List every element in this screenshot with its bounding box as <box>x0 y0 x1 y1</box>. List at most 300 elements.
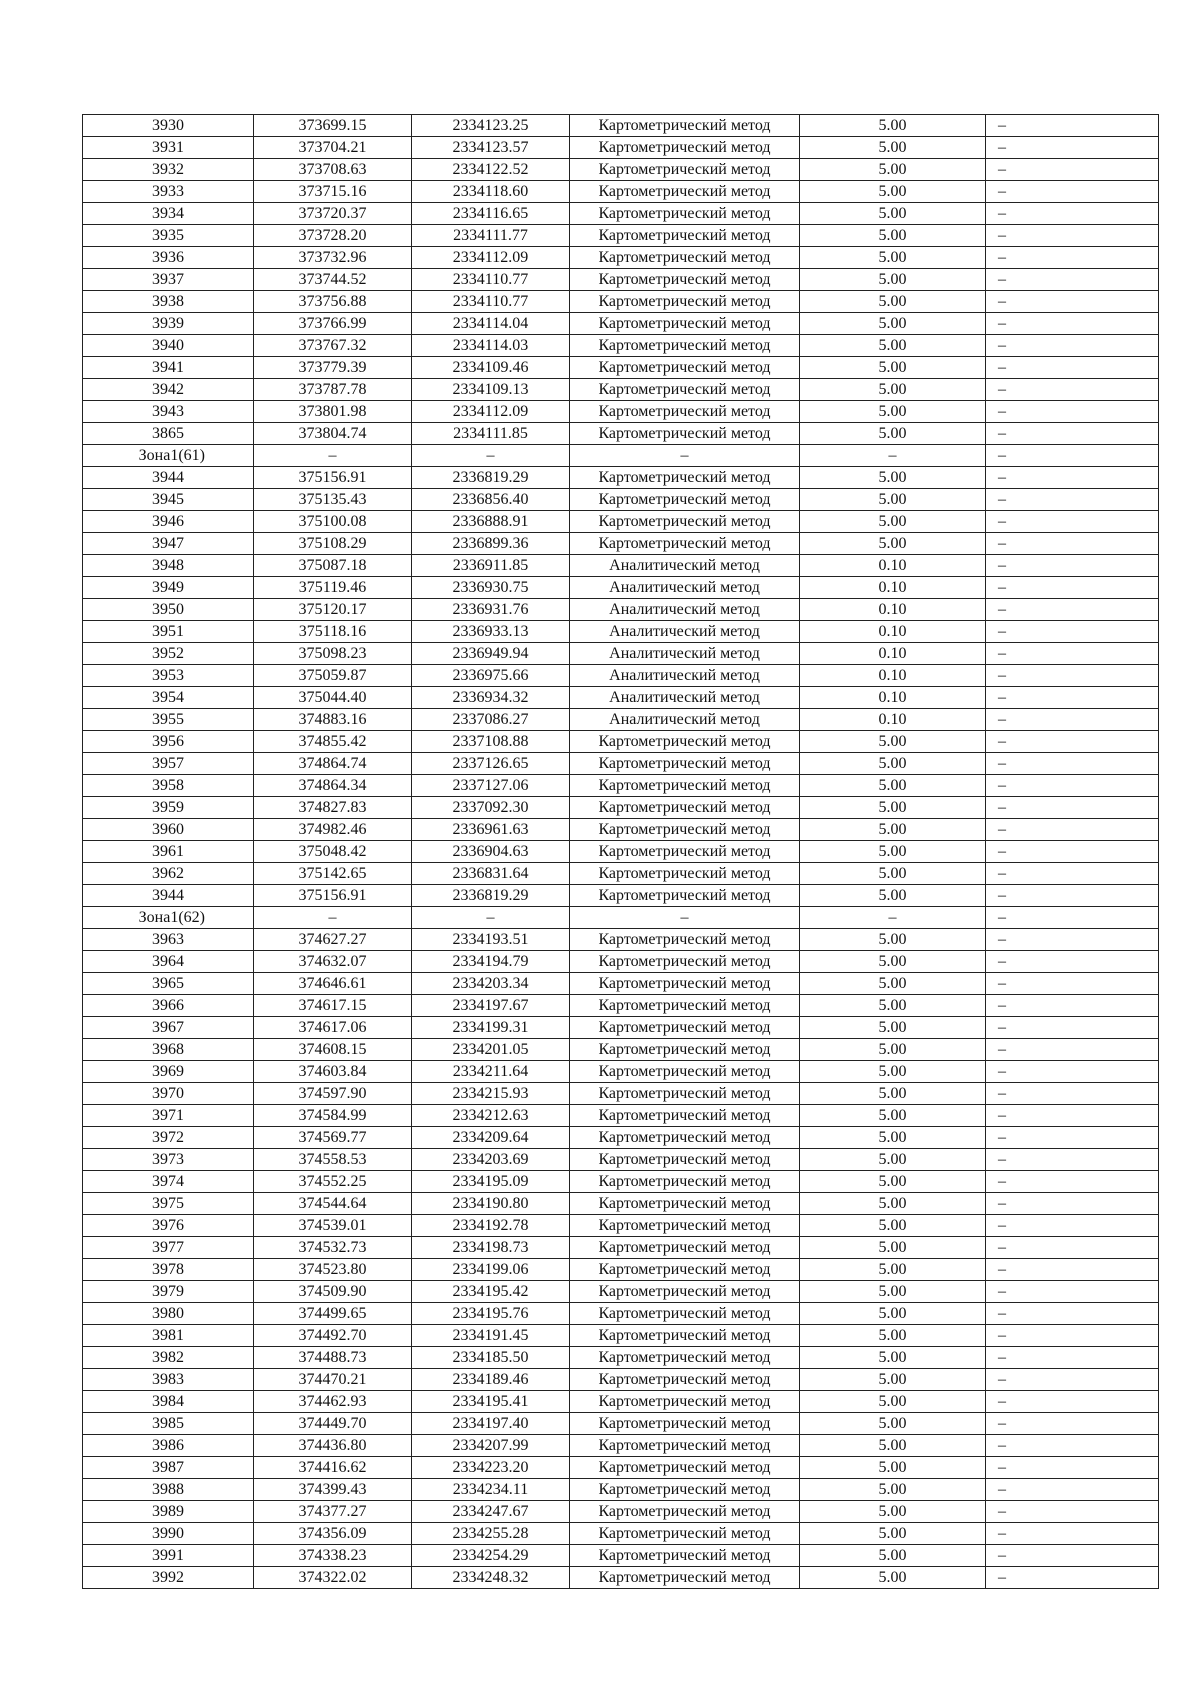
accuracy-cell: 5.00 <box>800 1413 986 1435</box>
method-cell: Картометрический метод <box>570 1347 800 1369</box>
y-coordinate-cell: 2334203.34 <box>412 973 570 995</box>
accuracy-cell: 5.00 <box>800 1149 986 1171</box>
y-coordinate-cell: 2334212.63 <box>412 1105 570 1127</box>
table-row <box>83 401 1159 423</box>
description-cell: – <box>986 137 1159 159</box>
x-coordinate-cell: 373766.99 <box>254 313 412 335</box>
method-cell: Картометрический метод <box>570 1061 800 1083</box>
description-cell: – <box>986 1325 1159 1347</box>
x-coordinate-cell: 375098.23 <box>254 643 412 665</box>
x-coordinate-cell: 375142.65 <box>254 863 412 885</box>
y-coordinate-cell: 2334207.99 <box>412 1435 570 1457</box>
table-row <box>83 753 1159 775</box>
accuracy-cell: 5.00 <box>800 951 986 973</box>
x-coordinate-cell: 374523.80 <box>254 1259 412 1281</box>
x-coordinate-cell: 374499.65 <box>254 1303 412 1325</box>
y-coordinate-cell: 2334211.64 <box>412 1061 570 1083</box>
accuracy-cell: 5.00 <box>800 225 986 247</box>
accuracy-cell: 5.00 <box>800 1325 986 1347</box>
accuracy-cell: 5.00 <box>800 775 986 797</box>
method-cell: Картометрический метод <box>570 203 800 225</box>
accuracy-cell: – <box>800 907 986 929</box>
x-coordinate-cell: 374552.25 <box>254 1171 412 1193</box>
point-number-cell: 3981 <box>83 1325 254 1347</box>
x-coordinate-cell: 373801.98 <box>254 401 412 423</box>
accuracy-cell: 5.00 <box>800 1127 986 1149</box>
description-cell: – <box>986 907 1159 929</box>
point-number-cell: 3944 <box>83 885 254 907</box>
y-coordinate-cell: 2336856.40 <box>412 489 570 511</box>
description-cell: – <box>986 1369 1159 1391</box>
accuracy-cell: 5.00 <box>800 1215 986 1237</box>
method-cell: Аналитический метод <box>570 665 800 687</box>
table-row <box>83 797 1159 819</box>
point-number-cell: 3987 <box>83 1457 254 1479</box>
y-coordinate-cell: 2336911.85 <box>412 555 570 577</box>
accuracy-cell: 5.00 <box>800 1303 986 1325</box>
table-row <box>83 709 1159 731</box>
table-row <box>83 885 1159 907</box>
x-coordinate-cell: 374492.70 <box>254 1325 412 1347</box>
y-coordinate-cell: 2334201.05 <box>412 1039 570 1061</box>
point-number-cell: 3977 <box>83 1237 254 1259</box>
table-row <box>83 1523 1159 1545</box>
method-cell: Картометрический метод <box>570 1325 800 1347</box>
coordinates-table-body <box>83 115 1159 1589</box>
x-coordinate-cell: 374827.83 <box>254 797 412 819</box>
table-row <box>83 841 1159 863</box>
y-coordinate-cell: 2334110.77 <box>412 269 570 291</box>
table-row <box>83 1347 1159 1369</box>
x-coordinate-cell: 375118.16 <box>254 621 412 643</box>
method-cell: Картометрический метод <box>570 1457 800 1479</box>
table-row <box>83 1567 1159 1589</box>
accuracy-cell: – <box>800 445 986 467</box>
accuracy-cell: 5.00 <box>800 1237 986 1259</box>
method-cell: Картометрический метод <box>570 269 800 291</box>
x-coordinate-cell: 374617.06 <box>254 1017 412 1039</box>
point-number-cell: 3966 <box>83 995 254 1017</box>
point-number-cell: 3949 <box>83 577 254 599</box>
y-coordinate-cell: 2334197.40 <box>412 1413 570 1435</box>
table-row <box>83 1281 1159 1303</box>
x-coordinate-cell: – <box>254 907 412 929</box>
description-cell: – <box>986 445 1159 467</box>
point-number-cell: 3931 <box>83 137 254 159</box>
table-row <box>83 291 1159 313</box>
table-row <box>83 335 1159 357</box>
table-row <box>83 1127 1159 1149</box>
point-number-cell: 3986 <box>83 1435 254 1457</box>
point-number-cell: 3990 <box>83 1523 254 1545</box>
accuracy-cell: 5.00 <box>800 357 986 379</box>
table-row <box>83 511 1159 533</box>
table-row <box>83 775 1159 797</box>
x-coordinate-cell: 374982.46 <box>254 819 412 841</box>
y-coordinate-cell: 2334199.06 <box>412 1259 570 1281</box>
description-cell: – <box>986 1193 1159 1215</box>
accuracy-cell: 5.00 <box>800 423 986 445</box>
x-coordinate-cell: 374864.34 <box>254 775 412 797</box>
table-row <box>83 313 1159 335</box>
method-cell: Картометрический метод <box>570 357 800 379</box>
description-cell: – <box>986 1259 1159 1281</box>
point-number-cell: 3978 <box>83 1259 254 1281</box>
y-coordinate-cell: 2334198.73 <box>412 1237 570 1259</box>
accuracy-cell: 5.00 <box>800 1039 986 1061</box>
method-cell: Картометрический метод <box>570 489 800 511</box>
description-cell: – <box>986 1061 1159 1083</box>
method-cell: Картометрический метод <box>570 1523 800 1545</box>
point-number-cell: 3982 <box>83 1347 254 1369</box>
table-row <box>83 687 1159 709</box>
accuracy-cell: 5.00 <box>800 1457 986 1479</box>
method-cell: Картометрический метод <box>570 995 800 1017</box>
point-number-cell: 3970 <box>83 1083 254 1105</box>
description-cell: – <box>986 181 1159 203</box>
method-cell: Картометрический метод <box>570 181 800 203</box>
table-row <box>83 1237 1159 1259</box>
method-cell: Аналитический метод <box>570 621 800 643</box>
method-cell: Картометрический метод <box>570 1127 800 1149</box>
point-number-cell: Зона1(61) <box>83 445 254 467</box>
table-row <box>83 137 1159 159</box>
accuracy-cell: 5.00 <box>800 489 986 511</box>
method-cell: Картометрический метод <box>570 1413 800 1435</box>
point-number-cell: 3968 <box>83 1039 254 1061</box>
description-cell: – <box>986 995 1159 1017</box>
x-coordinate-cell: 374532.73 <box>254 1237 412 1259</box>
method-cell: Картометрический метод <box>570 731 800 753</box>
point-number-cell: 3954 <box>83 687 254 709</box>
accuracy-cell: 0.10 <box>800 555 986 577</box>
method-cell: Картометрический метод <box>570 1039 800 1061</box>
x-coordinate-cell: 373704.21 <box>254 137 412 159</box>
accuracy-cell: 0.10 <box>800 577 986 599</box>
accuracy-cell: 5.00 <box>800 115 986 137</box>
y-coordinate-cell: 2336949.94 <box>412 643 570 665</box>
y-coordinate-cell: 2334189.46 <box>412 1369 570 1391</box>
x-coordinate-cell: 373728.20 <box>254 225 412 247</box>
y-coordinate-cell: 2336831.64 <box>412 863 570 885</box>
method-cell: Картометрический метод <box>570 1391 800 1413</box>
description-cell: – <box>986 731 1159 753</box>
method-cell: Картометрический метод <box>570 753 800 775</box>
x-coordinate-cell: 373720.37 <box>254 203 412 225</box>
point-number-cell: 3969 <box>83 1061 254 1083</box>
description-cell: – <box>986 775 1159 797</box>
description-cell: – <box>986 1303 1159 1325</box>
x-coordinate-cell: 375100.08 <box>254 511 412 533</box>
point-number-cell: 3961 <box>83 841 254 863</box>
accuracy-cell: 5.00 <box>800 753 986 775</box>
description-cell: – <box>986 665 1159 687</box>
description-cell: – <box>986 555 1159 577</box>
method-cell: Картометрический метод <box>570 1237 800 1259</box>
table-row <box>83 577 1159 599</box>
y-coordinate-cell: 2334123.57 <box>412 137 570 159</box>
x-coordinate-cell: 375059.87 <box>254 665 412 687</box>
method-cell: Картометрический метод <box>570 247 800 269</box>
method-cell: Картометрический метод <box>570 159 800 181</box>
point-number-cell: 3945 <box>83 489 254 511</box>
y-coordinate-cell: 2334111.77 <box>412 225 570 247</box>
accuracy-cell: 5.00 <box>800 269 986 291</box>
y-coordinate-cell: 2334185.50 <box>412 1347 570 1369</box>
description-cell: – <box>986 621 1159 643</box>
description-cell: – <box>986 313 1159 335</box>
description-cell: – <box>986 819 1159 841</box>
point-number-cell: 3935 <box>83 225 254 247</box>
x-coordinate-cell: 373767.32 <box>254 335 412 357</box>
accuracy-cell: 0.10 <box>800 599 986 621</box>
method-cell: Картометрический метод <box>570 775 800 797</box>
table-row <box>83 115 1159 137</box>
accuracy-cell: 5.00 <box>800 731 986 753</box>
accuracy-cell: 5.00 <box>800 533 986 555</box>
point-number-cell: 3960 <box>83 819 254 841</box>
description-cell: – <box>986 159 1159 181</box>
description-cell: – <box>986 467 1159 489</box>
x-coordinate-cell: 375135.43 <box>254 489 412 511</box>
point-number-cell: 3974 <box>83 1171 254 1193</box>
y-coordinate-cell: 2334195.09 <box>412 1171 570 1193</box>
accuracy-cell: 5.00 <box>800 973 986 995</box>
point-number-cell: 3932 <box>83 159 254 181</box>
description-cell: – <box>986 379 1159 401</box>
y-coordinate-cell: 2334194.79 <box>412 951 570 973</box>
accuracy-cell: 5.00 <box>800 1083 986 1105</box>
y-coordinate-cell: 2336899.36 <box>412 533 570 555</box>
point-number-cell: 3948 <box>83 555 254 577</box>
description-cell: – <box>986 753 1159 775</box>
description-cell: – <box>986 643 1159 665</box>
description-cell: – <box>986 863 1159 885</box>
y-coordinate-cell: 2337127.06 <box>412 775 570 797</box>
description-cell: – <box>986 511 1159 533</box>
description-cell: – <box>986 1567 1159 1589</box>
method-cell: Картометрический метод <box>570 1501 800 1523</box>
method-cell: Картометрический метод <box>570 335 800 357</box>
y-coordinate-cell: – <box>412 445 570 467</box>
table-row <box>83 467 1159 489</box>
accuracy-cell: 5.00 <box>800 247 986 269</box>
description-cell: – <box>986 577 1159 599</box>
table-row <box>83 1039 1159 1061</box>
accuracy-cell: 5.00 <box>800 1501 986 1523</box>
table-row <box>83 643 1159 665</box>
y-coordinate-cell: 2334215.93 <box>412 1083 570 1105</box>
y-coordinate-cell: 2336819.29 <box>412 467 570 489</box>
method-cell: Картометрический метод <box>570 1105 800 1127</box>
x-coordinate-cell: 374883.16 <box>254 709 412 731</box>
accuracy-cell: 5.00 <box>800 181 986 203</box>
point-number-cell: 3989 <box>83 1501 254 1523</box>
method-cell: Аналитический метод <box>570 709 800 731</box>
x-coordinate-cell: 374569.77 <box>254 1127 412 1149</box>
x-coordinate-cell: 374377.27 <box>254 1501 412 1523</box>
x-coordinate-cell: 373699.15 <box>254 115 412 137</box>
description-cell: – <box>986 1083 1159 1105</box>
accuracy-cell: 5.00 <box>800 841 986 863</box>
table-row <box>83 423 1159 445</box>
method-cell: Картометрический метод <box>570 1017 800 1039</box>
point-number-cell: 3988 <box>83 1479 254 1501</box>
accuracy-cell: 5.00 <box>800 1479 986 1501</box>
table-row <box>83 269 1159 291</box>
y-coordinate-cell: 2334109.46 <box>412 357 570 379</box>
y-coordinate-cell: 2334195.42 <box>412 1281 570 1303</box>
y-coordinate-cell: 2336888.91 <box>412 511 570 533</box>
point-number-cell: 3979 <box>83 1281 254 1303</box>
method-cell: Картометрический метод <box>570 1303 800 1325</box>
x-coordinate-cell: 374338.23 <box>254 1545 412 1567</box>
table-row <box>83 863 1159 885</box>
description-cell: – <box>986 115 1159 137</box>
point-number-cell: 3957 <box>83 753 254 775</box>
table-row <box>83 1325 1159 1347</box>
x-coordinate-cell: 373787.78 <box>254 379 412 401</box>
description-cell: – <box>986 1215 1159 1237</box>
zone-header-row <box>83 445 1159 467</box>
table-row <box>83 247 1159 269</box>
description-cell: – <box>986 1545 1159 1567</box>
point-number-cell: 3958 <box>83 775 254 797</box>
description-cell: – <box>986 1039 1159 1061</box>
method-cell: Аналитический метод <box>570 599 800 621</box>
x-coordinate-cell: 374539.01 <box>254 1215 412 1237</box>
point-number-cell: 3952 <box>83 643 254 665</box>
y-coordinate-cell: 2334116.65 <box>412 203 570 225</box>
method-cell: Картометрический метод <box>570 1567 800 1589</box>
x-coordinate-cell: 373744.52 <box>254 269 412 291</box>
table-row <box>83 1017 1159 1039</box>
y-coordinate-cell: 2334110.77 <box>412 291 570 313</box>
x-coordinate-cell: 374509.90 <box>254 1281 412 1303</box>
method-cell: Картометрический метод <box>570 819 800 841</box>
x-coordinate-cell: 375119.46 <box>254 577 412 599</box>
accuracy-cell: 0.10 <box>800 709 986 731</box>
y-coordinate-cell: 2334114.03 <box>412 335 570 357</box>
y-coordinate-cell: 2334234.11 <box>412 1479 570 1501</box>
y-coordinate-cell: 2334203.69 <box>412 1149 570 1171</box>
accuracy-cell: 5.00 <box>800 1171 986 1193</box>
description-cell: – <box>986 1105 1159 1127</box>
accuracy-cell: 5.00 <box>800 1523 986 1545</box>
point-number-cell: 3941 <box>83 357 254 379</box>
y-coordinate-cell: 2334190.80 <box>412 1193 570 1215</box>
table-row <box>83 951 1159 973</box>
point-number-cell: 3934 <box>83 203 254 225</box>
y-coordinate-cell: 2334255.28 <box>412 1523 570 1545</box>
point-number-cell: 3975 <box>83 1193 254 1215</box>
method-cell: Картометрический метод <box>570 115 800 137</box>
description-cell: – <box>986 973 1159 995</box>
accuracy-cell: 0.10 <box>800 643 986 665</box>
accuracy-cell: 0.10 <box>800 621 986 643</box>
x-coordinate-cell: 375120.17 <box>254 599 412 621</box>
table-row <box>83 929 1159 951</box>
table-row <box>83 1259 1159 1281</box>
accuracy-cell: 5.00 <box>800 929 986 951</box>
y-coordinate-cell: 2337108.88 <box>412 731 570 753</box>
table-row <box>83 1413 1159 1435</box>
x-coordinate-cell: 374449.70 <box>254 1413 412 1435</box>
y-coordinate-cell: 2334197.67 <box>412 995 570 1017</box>
method-cell: Картометрический метод <box>570 225 800 247</box>
point-number-cell: 3973 <box>83 1149 254 1171</box>
x-coordinate-cell: 374488.73 <box>254 1347 412 1369</box>
table-row <box>83 1457 1159 1479</box>
x-coordinate-cell: 374632.07 <box>254 951 412 973</box>
description-cell: – <box>986 423 1159 445</box>
description-cell: – <box>986 599 1159 621</box>
point-number-cell: 3937 <box>83 269 254 291</box>
method-cell: – <box>570 907 800 929</box>
y-coordinate-cell: 2334123.25 <box>412 115 570 137</box>
method-cell: Аналитический метод <box>570 643 800 665</box>
x-coordinate-cell: 375044.40 <box>254 687 412 709</box>
accuracy-cell: 5.00 <box>800 1435 986 1457</box>
accuracy-cell: 5.00 <box>800 335 986 357</box>
table-row <box>83 379 1159 401</box>
accuracy-cell: 0.10 <box>800 687 986 709</box>
point-number-cell: 3944 <box>83 467 254 489</box>
x-coordinate-cell: 375108.29 <box>254 533 412 555</box>
table-row <box>83 1193 1159 1215</box>
description-cell: – <box>986 357 1159 379</box>
accuracy-cell: 5.00 <box>800 203 986 225</box>
description-cell: – <box>986 1281 1159 1303</box>
accuracy-cell: 5.00 <box>800 467 986 489</box>
point-number-cell: 3939 <box>83 313 254 335</box>
method-cell: Картометрический метод <box>570 797 800 819</box>
accuracy-cell: 5.00 <box>800 401 986 423</box>
method-cell: Картометрический метод <box>570 1435 800 1457</box>
table-row <box>83 203 1159 225</box>
table-row <box>83 533 1159 555</box>
method-cell: Картометрический метод <box>570 137 800 159</box>
point-number-cell: 3984 <box>83 1391 254 1413</box>
point-number-cell: 3962 <box>83 863 254 885</box>
x-coordinate-cell: 374399.43 <box>254 1479 412 1501</box>
x-coordinate-cell: 374416.62 <box>254 1457 412 1479</box>
x-coordinate-cell: 374627.27 <box>254 929 412 951</box>
x-coordinate-cell: 374544.64 <box>254 1193 412 1215</box>
y-coordinate-cell: 2334111.85 <box>412 423 570 445</box>
point-number-cell: 3947 <box>83 533 254 555</box>
accuracy-cell: 5.00 <box>800 379 986 401</box>
y-coordinate-cell: 2336934.32 <box>412 687 570 709</box>
description-cell: – <box>986 247 1159 269</box>
accuracy-cell: 5.00 <box>800 1017 986 1039</box>
point-number-cell: 3991 <box>83 1545 254 1567</box>
x-coordinate-cell: 375087.18 <box>254 555 412 577</box>
method-cell: Аналитический метод <box>570 577 800 599</box>
y-coordinate-cell: 2336961.63 <box>412 819 570 841</box>
table-row <box>83 819 1159 841</box>
description-cell: – <box>986 335 1159 357</box>
method-cell: Картометрический метод <box>570 533 800 555</box>
description-cell: – <box>986 1347 1159 1369</box>
y-coordinate-cell: 2334195.76 <box>412 1303 570 1325</box>
description-cell: – <box>986 225 1159 247</box>
table-row <box>83 181 1159 203</box>
accuracy-cell: 5.00 <box>800 137 986 159</box>
y-coordinate-cell: 2334114.04 <box>412 313 570 335</box>
zone-header-row <box>83 907 1159 929</box>
y-coordinate-cell: 2334191.45 <box>412 1325 570 1347</box>
